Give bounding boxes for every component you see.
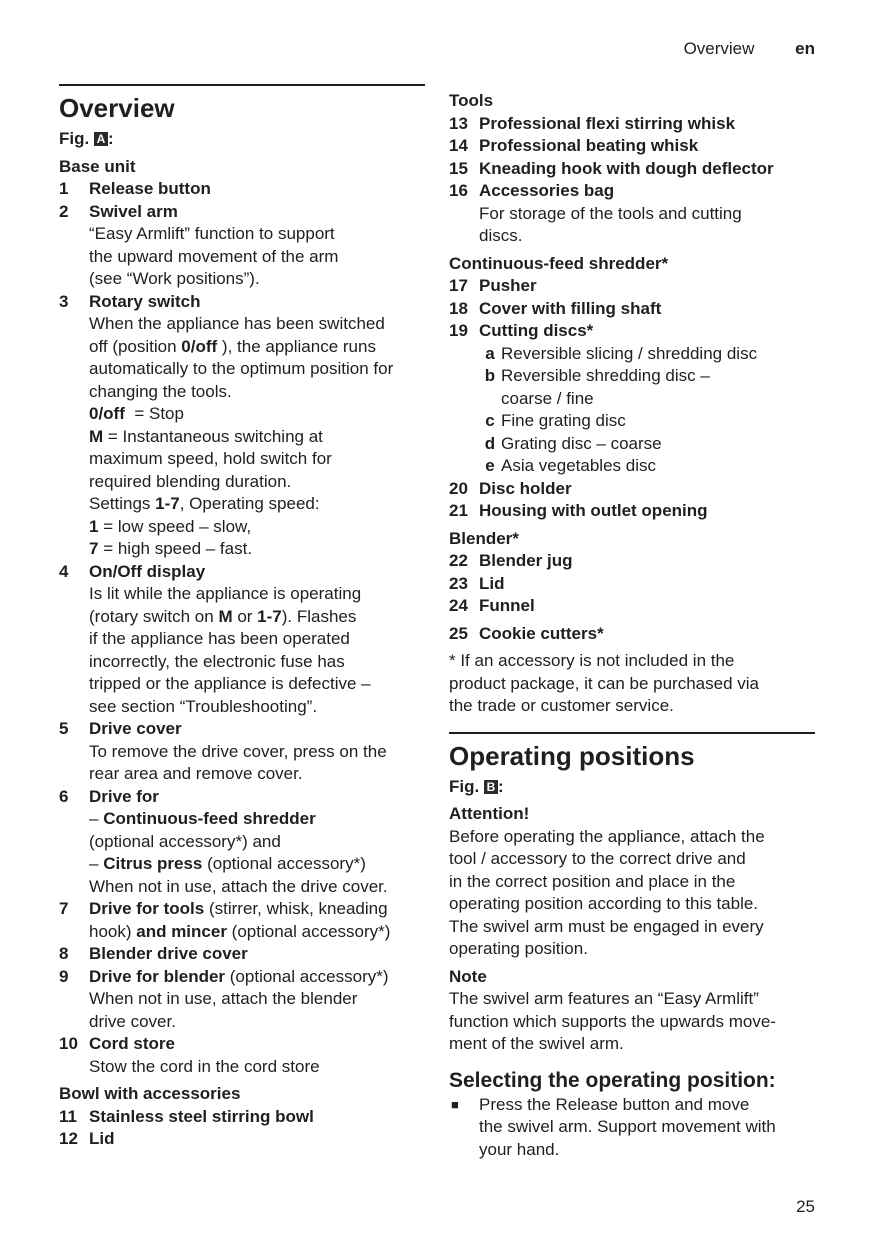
sub-item-c [449, 410, 815, 433]
item-text [89, 538, 425, 561]
item-text [89, 853, 425, 876]
item-title: Housing with outlet opening [479, 501, 708, 520]
item-number: 14 [449, 136, 468, 155]
text-run: off (position [89, 336, 182, 356]
attention-text: tool / accessory to the correct drive and [449, 849, 746, 868]
item-number: 7 [59, 899, 69, 918]
item-number: 19 [449, 321, 468, 340]
text-bold: Citrus press [103, 854, 203, 873]
item-number: 9 [59, 966, 69, 986]
item-number: 25 [449, 623, 468, 643]
item-text: rear area and remove cover. [89, 764, 303, 783]
sub-text: Asia vegetables disc [501, 456, 656, 475]
item-title: Cord store [89, 1034, 175, 1053]
fig-label: Fig. [449, 776, 480, 796]
note-text: function which supports the upwards move- [449, 1011, 776, 1031]
item-text: incorrectly, the electronic fuse has [89, 651, 345, 671]
sub-item-e [449, 455, 815, 478]
item-title: Professional flexi stirring whisk [479, 113, 736, 133]
item-text: tripped or the appliance is defective – [89, 674, 371, 693]
item-text [89, 898, 425, 921]
item-text [89, 516, 425, 539]
sub-letter: b [484, 366, 496, 385]
left-column [59, 84, 425, 1151]
item-title: Blender jug [479, 551, 573, 570]
item-text: see section “Troubleshooting”. [89, 696, 318, 716]
item-number: 22 [449, 551, 468, 570]
list-item-3 [59, 291, 425, 561]
figure-letter-box: A [94, 132, 108, 146]
item-text [89, 403, 425, 426]
attention-text: in the correct position and place in the [449, 871, 736, 891]
item-number: 2 [59, 201, 69, 221]
text-run: (optional accessory*) [202, 854, 366, 873]
item-title: Drive for blender [89, 966, 226, 986]
item-number: 13 [449, 113, 468, 133]
item-title: Lid [479, 573, 505, 593]
list-item-17 [449, 275, 815, 298]
list-item-13 [449, 113, 815, 136]
sub-item-b [449, 365, 815, 410]
list-item-6 [59, 786, 425, 899]
item-number: 5 [59, 719, 69, 738]
list-item-23 [449, 573, 815, 596]
note-heading: Note [449, 966, 487, 986]
text-run: (optional accessory*) [226, 921, 391, 941]
text-bold: Continuous-feed shredder [103, 809, 316, 828]
item-number: 8 [59, 944, 69, 963]
list-item-14 [449, 135, 815, 158]
header-section: Overview [683, 39, 755, 58]
item-title: Pusher [479, 276, 537, 295]
sub-letter: a [485, 343, 495, 363]
figure-ref-b [449, 776, 815, 799]
item-text: When not in use, attach the drive cover. [89, 876, 388, 896]
group-blender: Blender* [449, 528, 519, 548]
list-item-9 [59, 966, 425, 1034]
list-item-1 [59, 178, 425, 201]
list-item-15 [449, 158, 815, 181]
item-number: 24 [449, 596, 468, 615]
text-bold: M [89, 426, 104, 446]
item-number: 10 [59, 1034, 78, 1053]
text-run: = high speed – fast. [98, 539, 253, 558]
item-text: Stow the cord in the cord store [89, 1056, 320, 1076]
text-bold: M [218, 606, 233, 626]
sub-letter: c [485, 411, 495, 430]
list-item-21 [449, 500, 815, 523]
list-item-8 [59, 943, 425, 966]
bullet-text: the swivel arm. Support movement with [479, 1117, 776, 1136]
text-run: hook) [89, 921, 137, 941]
item-number: 11 [59, 1106, 77, 1126]
item-text [89, 606, 425, 629]
item-title: On/Off display [89, 561, 206, 581]
item-number: 17 [449, 276, 468, 295]
sub-letter: d [484, 433, 496, 453]
item-title: Lid [89, 1129, 115, 1148]
text-bold: 1 [89, 516, 99, 536]
item-number: 12 [59, 1129, 78, 1148]
item-text: (see “Work positions”). [89, 269, 260, 288]
item-text: Is lit while the appliance is operating [89, 584, 362, 603]
item-title: Professional beating whisk [479, 136, 699, 155]
item-title: Blender drive cover [89, 944, 248, 963]
item-number: 6 [59, 786, 69, 806]
item-text: To remove the drive cover, press on the [89, 741, 387, 761]
item-title: Stainless steel stirring bowl [89, 1106, 314, 1126]
fig-colon: : [107, 129, 114, 148]
page-header [684, 38, 815, 61]
fig-label: Fig. [59, 129, 90, 148]
attention-text: operating position. [449, 939, 588, 958]
item-title: Rotary switch [89, 291, 201, 311]
right-column [449, 90, 815, 1161]
sub-item-d [449, 433, 815, 456]
item-text [89, 921, 425, 944]
text-run: (rotary switch on [89, 606, 219, 626]
text-run: = Stop [124, 404, 184, 423]
attention-heading: Attention! [449, 804, 530, 823]
footnote-text: * If an accessory is not included in the [449, 651, 735, 670]
item-title: Accessories bag [479, 181, 615, 200]
footnote-text: product package, it can be purchased via [449, 673, 759, 693]
list-item-12 [59, 1128, 425, 1151]
group-tools: Tools [449, 91, 494, 110]
text-run: = Instantaneous switching at [103, 426, 323, 446]
attention-text: operating position according to this table. [449, 894, 759, 913]
item-text: For storage of the tools and cutting [479, 203, 742, 223]
fig-colon: : [497, 776, 504, 796]
item-text: changing the tools. [89, 381, 232, 401]
footnote-text: the trade or customer service. [449, 696, 674, 715]
item-text: maximum speed, hold switch for [89, 449, 332, 468]
sub-text: Fine grating disc [501, 411, 626, 430]
item-title: Cookie cutters* [479, 623, 604, 643]
list-item-22 [449, 550, 815, 573]
list-item-2 [59, 201, 425, 291]
list-item-16 [449, 180, 815, 248]
text-bold: 1-7 [155, 494, 180, 513]
bullet-square-icon: ■ [451, 1096, 459, 1112]
item-text: discs. [479, 226, 523, 245]
figure-letter-box: B [484, 780, 498, 794]
text-bold: and mincer [136, 921, 227, 941]
text-bold: 0/off [89, 404, 125, 423]
section-rule [449, 732, 815, 734]
item-title: Disc holder [479, 478, 572, 498]
list-item-7 [59, 898, 425, 943]
text-run: (stirrer, whisk, kneading [204, 899, 388, 918]
text-run: Settings [89, 494, 156, 513]
subsection-title-selecting: Selecting the operating position: [449, 1068, 776, 1092]
section-rule [59, 84, 425, 86]
item-title: Drive cover [89, 719, 182, 738]
list-item-5 [59, 718, 425, 786]
figure-ref-a [59, 128, 425, 151]
item-text: “Easy Armlift” function to support [89, 224, 335, 243]
list-item-20 [449, 478, 815, 501]
list-item-19 [449, 320, 815, 343]
text-bold: 0/off [181, 336, 218, 356]
item-title: Cover with filling shaft [479, 298, 662, 318]
item-title: Release button [89, 179, 211, 198]
bullet-item [449, 1094, 815, 1162]
sub-text: coarse / fine [501, 388, 594, 408]
group-bowl: Bowl with accessories [59, 1084, 241, 1103]
item-text: (optional accessory*) and [89, 831, 281, 851]
item-text: When the appliance has been switched [89, 314, 385, 333]
text-bold: 1-7 [257, 606, 282, 626]
list-item-11 [59, 1106, 425, 1129]
list-item-4 [59, 561, 425, 719]
text-run: or [232, 606, 258, 626]
item-title: Cutting discs* [479, 321, 594, 340]
attention-text: The swivel arm must be engaged in every [449, 916, 764, 936]
bullet-text: your hand. [479, 1139, 560, 1159]
item-title: Drive for [89, 786, 159, 806]
item-text [89, 808, 425, 831]
item-number: 16 [449, 181, 468, 200]
item-number: 21 [449, 501, 468, 520]
item-text [89, 493, 425, 516]
text-run: = low speed – slow, [98, 516, 252, 536]
text-run: – [89, 854, 104, 873]
item-text [89, 426, 425, 449]
item-title: Funnel [479, 596, 535, 615]
attention-text: Before operating the appliance, attach the [449, 826, 765, 846]
item-text: if the appliance has been operated [89, 629, 350, 648]
list-item-25 [449, 623, 815, 646]
item-text [89, 336, 425, 359]
text-run: – [89, 809, 104, 828]
item-number: 1 [59, 179, 69, 198]
note-text: The swivel arm features an “Easy Armlift” [449, 989, 759, 1008]
list-item-18 [449, 298, 815, 321]
item-number: 3 [59, 291, 69, 311]
item-text: When not in use, attach the blender [89, 989, 358, 1008]
sub-item-a [449, 343, 815, 366]
item-title: Drive for tools [89, 899, 205, 918]
list-item-24 [449, 595, 815, 618]
item-title: Swivel arm [89, 201, 178, 221]
section-title-overview: Overview [59, 93, 175, 123]
item-text: the upward movement of the arm [89, 246, 339, 266]
footnote [449, 650, 815, 718]
item-text: automatically to the optimum position for [89, 359, 394, 378]
group-base-unit: Base unit [59, 156, 136, 176]
group-shredder: Continuous-feed shredder* [449, 253, 669, 273]
sub-letter: e [485, 456, 495, 475]
text-run: ). Flashes [281, 606, 357, 626]
list-item-10 [59, 1033, 425, 1078]
header-language: en [795, 39, 815, 58]
section-title-operating-positions: Operating positions [449, 740, 695, 771]
item-text: required blending duration. [89, 471, 292, 491]
sub-text: Reversible shredding disc – [501, 366, 710, 385]
text-run: ), the appliance runs [217, 336, 376, 356]
text-run: , Operating speed: [179, 494, 320, 513]
text-run: (optional accessory*) [225, 966, 389, 986]
item-number: 20 [449, 478, 468, 498]
sub-text: Reversible slicing / shredding disc [501, 343, 758, 363]
item-text: drive cover. [89, 1011, 176, 1031]
item-number: 18 [449, 298, 468, 318]
page-number: 25 [796, 1197, 815, 1216]
item-text [89, 966, 425, 989]
sub-text: Grating disc – coarse [501, 433, 662, 453]
item-title: Kneading hook with dough deflector [479, 158, 774, 178]
note-text: ment of the swivel arm. [449, 1034, 624, 1053]
item-number: 23 [449, 573, 468, 593]
bullet-text: Press the Release button and move [479, 1094, 750, 1114]
item-number: 4 [59, 561, 69, 581]
item-number: 15 [449, 158, 468, 178]
text-bold: 7 [89, 539, 99, 558]
